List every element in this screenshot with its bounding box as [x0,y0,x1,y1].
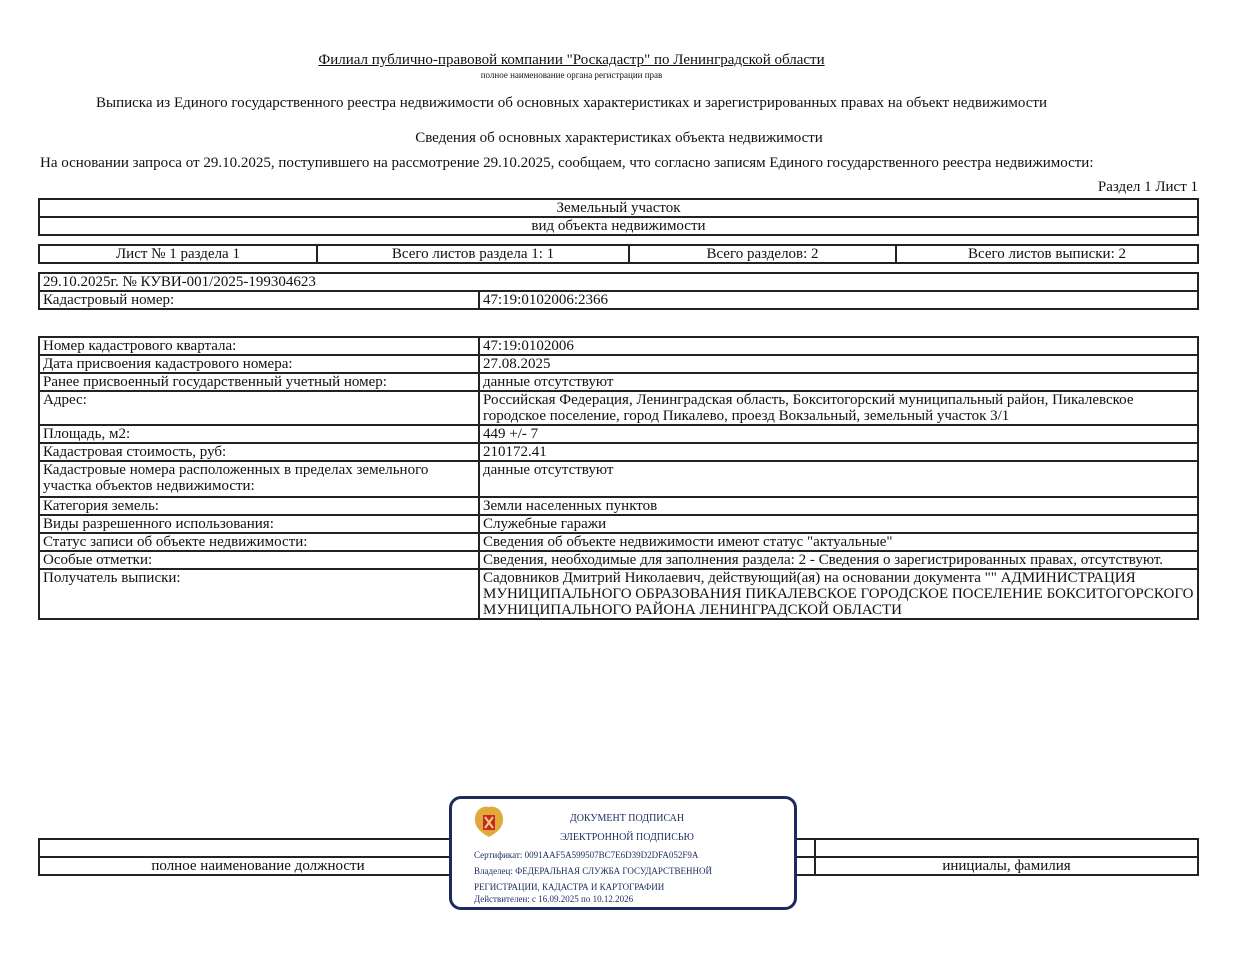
row-label: Номер кадастрового квартала: [39,337,479,355]
sheet-number: Лист № 1 раздела 1 [39,245,317,263]
row-value: Сведения, необходимые для заполнения раздела: 2 - Сведения о зарегистрированных правах, отсутствуют. [479,551,1198,569]
row-value: Российская Федерация, Ленинградская область, Бокситогорский муниципальный район, Пикалевское городское поселение, город Пикалево, проезд Вокзальный, земельный участок 3/1 [479,391,1198,425]
stamp-owner-2: РЕГИСТРАЦИИ, КАДАСТРА И КАРТОГРАФИИ [474,882,665,892]
stamp-valid: Действителен: с 16.09.2025 по 10.12.2026 [474,894,634,904]
row-label: Площадь, м2: [39,425,479,443]
section-sheet: Раздел 1 Лист 1 [1097,179,1198,195]
object-type: Земельный участок [39,199,1198,217]
object-type-caption: вид объекта недвижимости [39,217,1198,235]
request-basis: На основании запроса от 29.10.2025, поступившего на рассмотрение 29.10.2025, сообщаем, что согласно записям Единого государственного реестра недвижимости: [40,155,1094,171]
table-row [39,425,1198,443]
row-value: 27.08.2025 [479,355,1198,373]
table-row [39,391,1198,425]
table-row [39,533,1198,551]
table-row [39,569,1198,619]
row-label: Категория земель: [39,497,479,515]
characteristics-table [38,336,1199,620]
table-row [39,373,1198,391]
row-value: 210172.41 [479,443,1198,461]
row-value: Земли населенных пунктов [479,497,1198,515]
cadastral-number-value: 47:19:0102006:2366 [479,291,1198,309]
organization-caption: полное наименование органа регистрации прав [480,70,663,80]
table-row [39,461,1198,497]
organization-name: Филиал публично-правовой компании "Роскадастр" по Ленинградской области [318,52,825,68]
row-label: Адрес: [39,391,479,425]
table-row [39,355,1198,373]
position-caption: полное наименование должности [39,857,477,875]
row-value: Сведения об объекте недвижимости имеют статус "актуальные" [479,533,1198,551]
row-label: Виды разрешенного использования: [39,515,479,533]
row-value: данные отсутствуют [479,373,1198,391]
name-caption: инициалы, фамилия [815,857,1198,875]
stamp-line-2: ЭЛЕКТРОННОЙ ПОДПИСЬЮ [560,832,694,843]
record-number: 29.10.2025г. № КУВИ-001/2025-199304623 [39,273,1198,291]
row-label: Кадастровые номера расположенных в пределах земельного участка объектов недвижимости: [39,461,479,497]
stamp-owner-1: Владелец: ФЕДЕРАЛЬНАЯ СЛУЖБА ГОСУДАРСТВЕННОЙ [474,866,713,876]
table-row [39,515,1198,533]
row-value: 449 +/- 7 [479,425,1198,443]
row-label: Особые отметки: [39,551,479,569]
table-row [39,443,1198,461]
row-label: Кадастровая стоимость, руб: [39,443,479,461]
table-row [39,551,1198,569]
electronic-signature-stamp [449,796,797,910]
row-value: Служебные гаражи [479,515,1198,533]
sheets-table [38,244,1199,264]
document-subtitle: Сведения об основных характеристиках объекта недвижимости [415,130,823,146]
row-label: Ранее присвоенный государственный учетный номер: [39,373,479,391]
stamp-certificate: Сертификат: 0091AAF5A599507BC7E6D39D2DFA052F9A [474,850,699,860]
total-sections: Всего разделов: 2 [629,245,896,263]
coat-of-arms-icon [472,803,506,843]
cadastral-number-label: Кадастровый номер: [39,291,479,309]
row-label: Получатель выписки: [39,569,479,619]
row-value: Садовников Дмитрий Николаевич, действующий(ая) на основании документа "" АДМИНИСТРАЦИЯ МУНИЦИПАЛЬНОГО ОБРАЗОВАНИЯ ПИКАЛЕВСКОЕ ГОРОДСКОЕ ПОСЕЛЕНИЕ БОКСИТОГОРСКОГО МУНИЦИПАЛЬНОГО РАЙОНА ЛЕНИНГРАДСКОЙ ОБЛАСТИ [479,569,1198,619]
stamp-line-1: ДОКУМЕНТ ПОДПИСАН [569,813,685,824]
sheets-in-section: Всего листов раздела 1: 1 [317,245,629,263]
table-row [39,497,1198,515]
total-sheets: Всего листов выписки: 2 [896,245,1198,263]
row-label: Статус записи об объекте недвижимости: [39,533,479,551]
row-value: данные отсутствуют [479,461,1198,497]
document-title: Выписка из Единого государственного реестра недвижимости об основных характеристиках и зарегистрированных правах на объект недвижимости [95,95,1047,111]
record-table [38,272,1199,310]
row-label: Дата присвоения кадастрового номера: [39,355,479,373]
table-row [39,337,1198,355]
object-type-table [38,198,1199,236]
row-value: 47:19:0102006 [479,337,1198,355]
